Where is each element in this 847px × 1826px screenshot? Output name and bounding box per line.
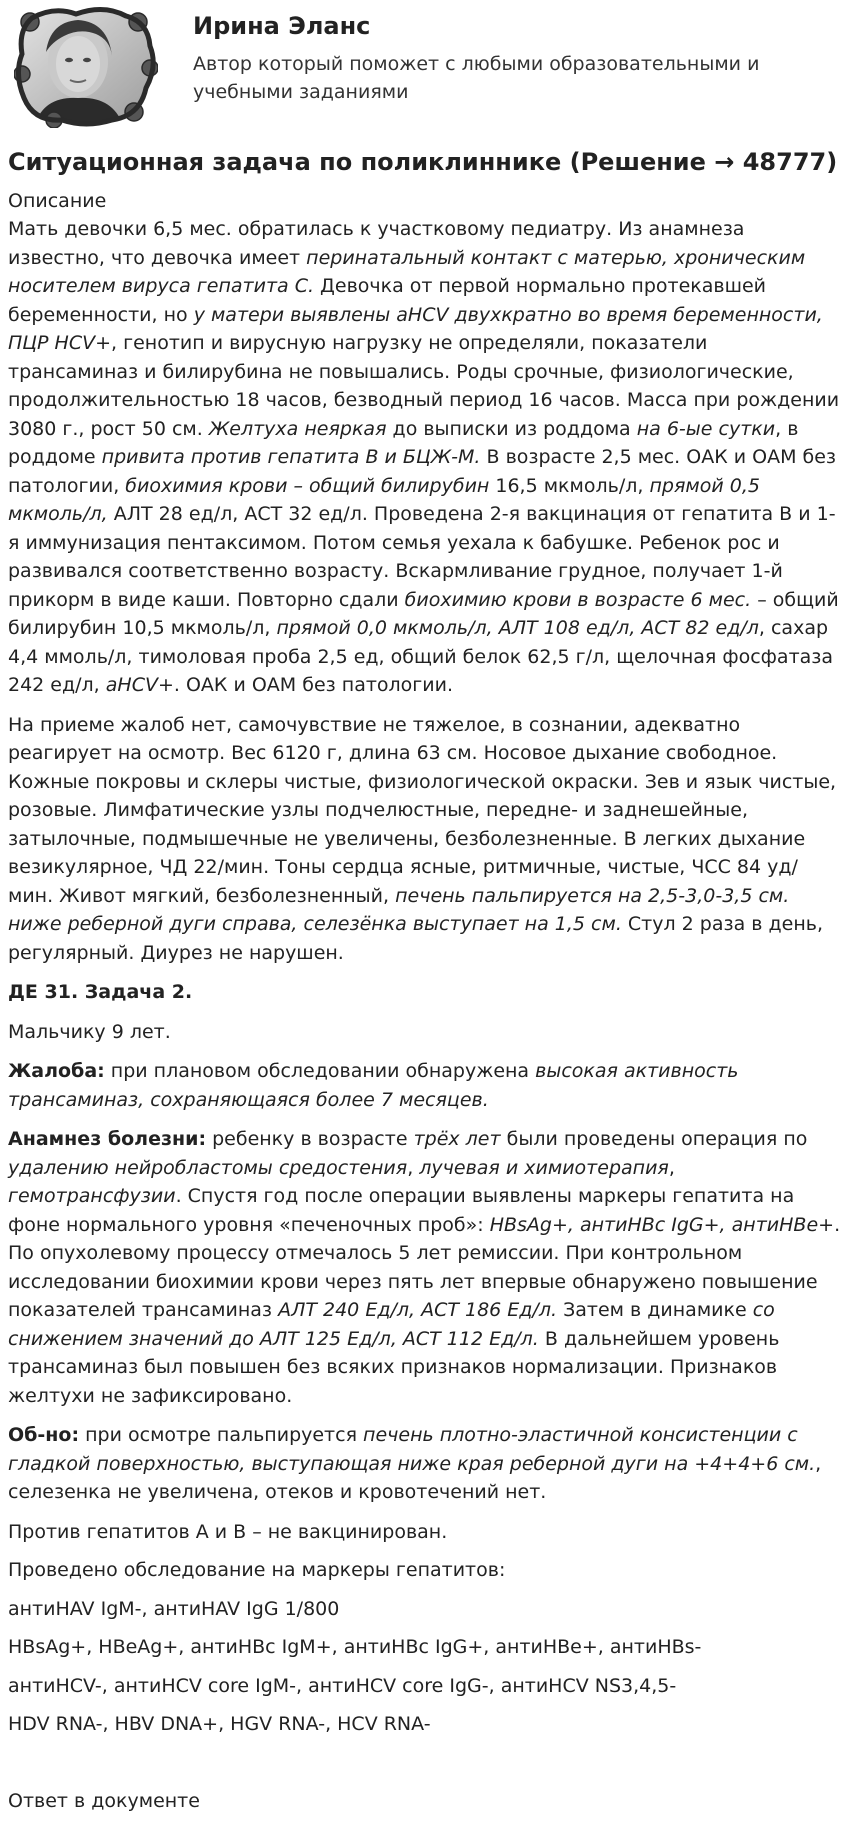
author-name[interactable]: Ирина Эланс bbox=[193, 12, 371, 40]
bold-label: Жалоба: bbox=[8, 1060, 105, 1082]
italic-emphasis: АЛТ 240 Ед/л, АСТ 186 Ед/л. bbox=[278, 1299, 558, 1321]
italic-emphasis: со снижением значений до АЛТ 125 Ед/л, АСТ 112 Ед/л. bbox=[8, 1299, 775, 1350]
case2-complaint: Жалоба: при плановом обследовании обнаружена высокая активность трансаминаз, сохраняющаяся более 7 месяцев. bbox=[8, 1060, 739, 1111]
italic-emphasis: аНCV+ bbox=[105, 674, 174, 696]
italic-emphasis: удалению нейробластомы средостения bbox=[8, 1156, 408, 1179]
marker-line: HDV RNA-, HBV DNA+, HGV RNA-, HCV RNA- bbox=[8, 1713, 431, 1735]
italic-emphasis: печень пальпируется на 2,5-3,0-3,5 см. ниже реберной дуги справа, селезёнка выступает на 1,5 см. bbox=[8, 884, 790, 935]
answer-in-document-link[interactable]: Ответ в документе bbox=[8, 1789, 200, 1812]
marker-line: антиHCV-, антиHCV core IgM-, антиHCV core IgG-, антиHCV NS3,4,5- bbox=[8, 1674, 677, 1697]
case1-paragraph-2: На приеме жалоб нет, самочувствие не тяжелое, в сознании, адекватно реагирует на осмотр. Вес 6120 г, длина 63 см. Носовое дыхание свободное. Кожные покровы и склеры чистые, физиологической окраски. Зев и язык чистые, розовые. Лимфатические узлы подчелюстные, передне- и заднешейные, затылочные, подмышечные не увеличены, безболезненные. В легких дыхание везикулярное, ЧД 22/мин. Тоны сердца ясные, ритмичные, чистые, ЧСС 84 уд/мин. Живот мягкий, безболезненный, печень пальпируется на 2,5-3,0-3,5 см. ниже реберной дуги справа, селезёнка выступает на 1,5 см. Стул 2 раза в день, регулярный. Диурез не нарушен. bbox=[8, 713, 837, 964]
marker-line: антиНAV IgM-, антиНAV IgG 1/800 bbox=[8, 1597, 340, 1620]
bold-label: Анамнез болезни: bbox=[8, 1128, 207, 1150]
italic-emphasis: трёх лет bbox=[413, 1128, 501, 1150]
italic-emphasis: прямой 0,5 мкмоль/л, bbox=[8, 474, 760, 525]
case2-markers-intro: Проведено обследование на маркеры гепатитов: bbox=[8, 1559, 506, 1581]
case2-age: Мальчику 9 лет. bbox=[8, 1020, 171, 1043]
italic-emphasis: гемотрансфузии bbox=[8, 1185, 176, 1207]
case2-vaccination: Против гепатитов А и В – не вакцинирован. bbox=[8, 1520, 448, 1543]
italic-emphasis: прямой 0,0 мкмоль/л, АЛТ 108 ед/л, АСТ 82 ед/л bbox=[276, 617, 759, 639]
bold-label: Об-но: bbox=[8, 1424, 80, 1446]
description-label: Описание bbox=[8, 190, 107, 212]
author-description: Автор который поможет с любыми образовательными и учебными заданиями bbox=[193, 53, 760, 103]
italic-emphasis: привита против гепатита В и БЦЖ-М. bbox=[101, 446, 481, 468]
case2-exam: Об-но: при осмотре пальпируется печень плотно-эластичной консистенции с гладкой поверхностью, выступающая ниже края реберной дуги на +4+4+6 см., селезенка не увеличена, отеков и кровотечений нет. bbox=[8, 1424, 822, 1503]
italic-emphasis: печень плотно-эластичной консистенции с гладкой поверхностью, выступающая ниже края реберной дуги на +4+4+6 см. bbox=[8, 1424, 816, 1475]
case2-anamnesis: Анамнез болезни: ребенку в возрасте трёх лет были проведены операция по удалению нейробластомы средостения, лучевая и химиотерапия, гемотрансфузии. Спустя год после операции выявлены маркеры гепатита на фоне нормального уровня «печеночных проб»: НBsAg+, антиНВс IgG+, антиНВе+. По опухолевому процессу отмечалось 5 лет ремиссии. При контрольном исследовании биохимии крови через пять лет впервые обнаружено повышение показателей трансаминаз АЛТ 240 Ед/л, АСТ 186 Ед/л. Затем в динамике со снижением значений до АЛТ 125 Ед/л, АСТ 112 Ед/л. В дальнейшем уровень трансаминаз был повышен без всяких признаков нормализации. Признаков желтухи не зафиксировано. bbox=[8, 1128, 841, 1407]
page-title: Ситуационная задача по поликлиннике (Решение → 48777) bbox=[8, 148, 838, 176]
italic-emphasis: Желтуха неяркая bbox=[208, 417, 387, 440]
avatar bbox=[14, 4, 158, 128]
case2-heading: ДЕ 31. Задача 2. bbox=[8, 981, 193, 1003]
italic-emphasis: лучевая и химиотерапия bbox=[419, 1156, 669, 1179]
author-card bbox=[8, 0, 841, 132]
italic-emphasis: биохимию крови в возрасте 6 мес. bbox=[404, 588, 752, 611]
italic-emphasis: у матери выявлены аНCV двухкратно во время беременности, ПЦР HCV+ bbox=[8, 303, 823, 354]
italic-emphasis: высокая активность трансаминаз, сохраняющаяся более 7 месяцев. bbox=[8, 1060, 739, 1111]
italic-emphasis: перинатальный контакт с матерью, хроническим носителем вируса гепатита С. bbox=[8, 246, 806, 297]
marker-line: HBsAg+, HBeAg+, антиHBc IgM+, антиHBc IgG+, антиHBe+, антиHBs- bbox=[8, 1636, 702, 1658]
italic-emphasis: на 6-ые сутки bbox=[636, 417, 776, 440]
italic-emphasis: биохимия крови – общий билирубин bbox=[125, 474, 490, 497]
case1-paragraph-1: Мать девочки 6,5 мес. обратилась к участковому педиатру. Из анамнеза известно, что девочка имеет перинатальный контакт с матерью, хроническим носителем вируса гепатита С. Девочка от первой нормально протекавшей беременности, но у матери выявлены аНCV двухкратно во время беременности, ПЦР HCV+, генотип и вирусную нагрузку не определяли, показатели трансаминаз и билирубина не повышались. Роды срочные, физиологические, продолжительностью 18 часов, безводный период 16 часов. Масса при рождении 3080 г., рост 50 см. Желтуха неяркая до выписки из роддома на 6-ые сутки, в роддоме привита против гепатита В и БЦЖ-М. В возрасте 2,5 мес. ОАК и ОАМ без патологии, биохимия крови – общий билирубин 16,5 мкмоль/л, прямой 0,5 мкмоль/л, АЛТ 28 ед/л, АСТ 32 ед/л. Проведена 2-я вакцинация от гепатита В и 1-я иммунизация пентаксимом. Потом семья уехала к бабушке. Ребенок рос и развивался соответственно возрасту. Вскармливание грудное, получает 1-й прикорм в виде каши. Повторно сдали биохимию крови в возрасте 6 мес. – общий билирубин 10,5 мкмоль/л, прямой 0,0 мкмоль/л, АЛТ 108 ед/л, АСТ 82 ед/л, сахар 4,4 ммоль/л, тимоловая проба 2,5 ед, общий белок 62,5 г/л, щелочная фосфатаза 242 ед/л, аНCV+. ОАК и ОАМ без патологии. bbox=[8, 218, 840, 696]
italic-emphasis: НBsAg+, антиНВс IgG+, антиНВе+ bbox=[489, 1213, 835, 1236]
